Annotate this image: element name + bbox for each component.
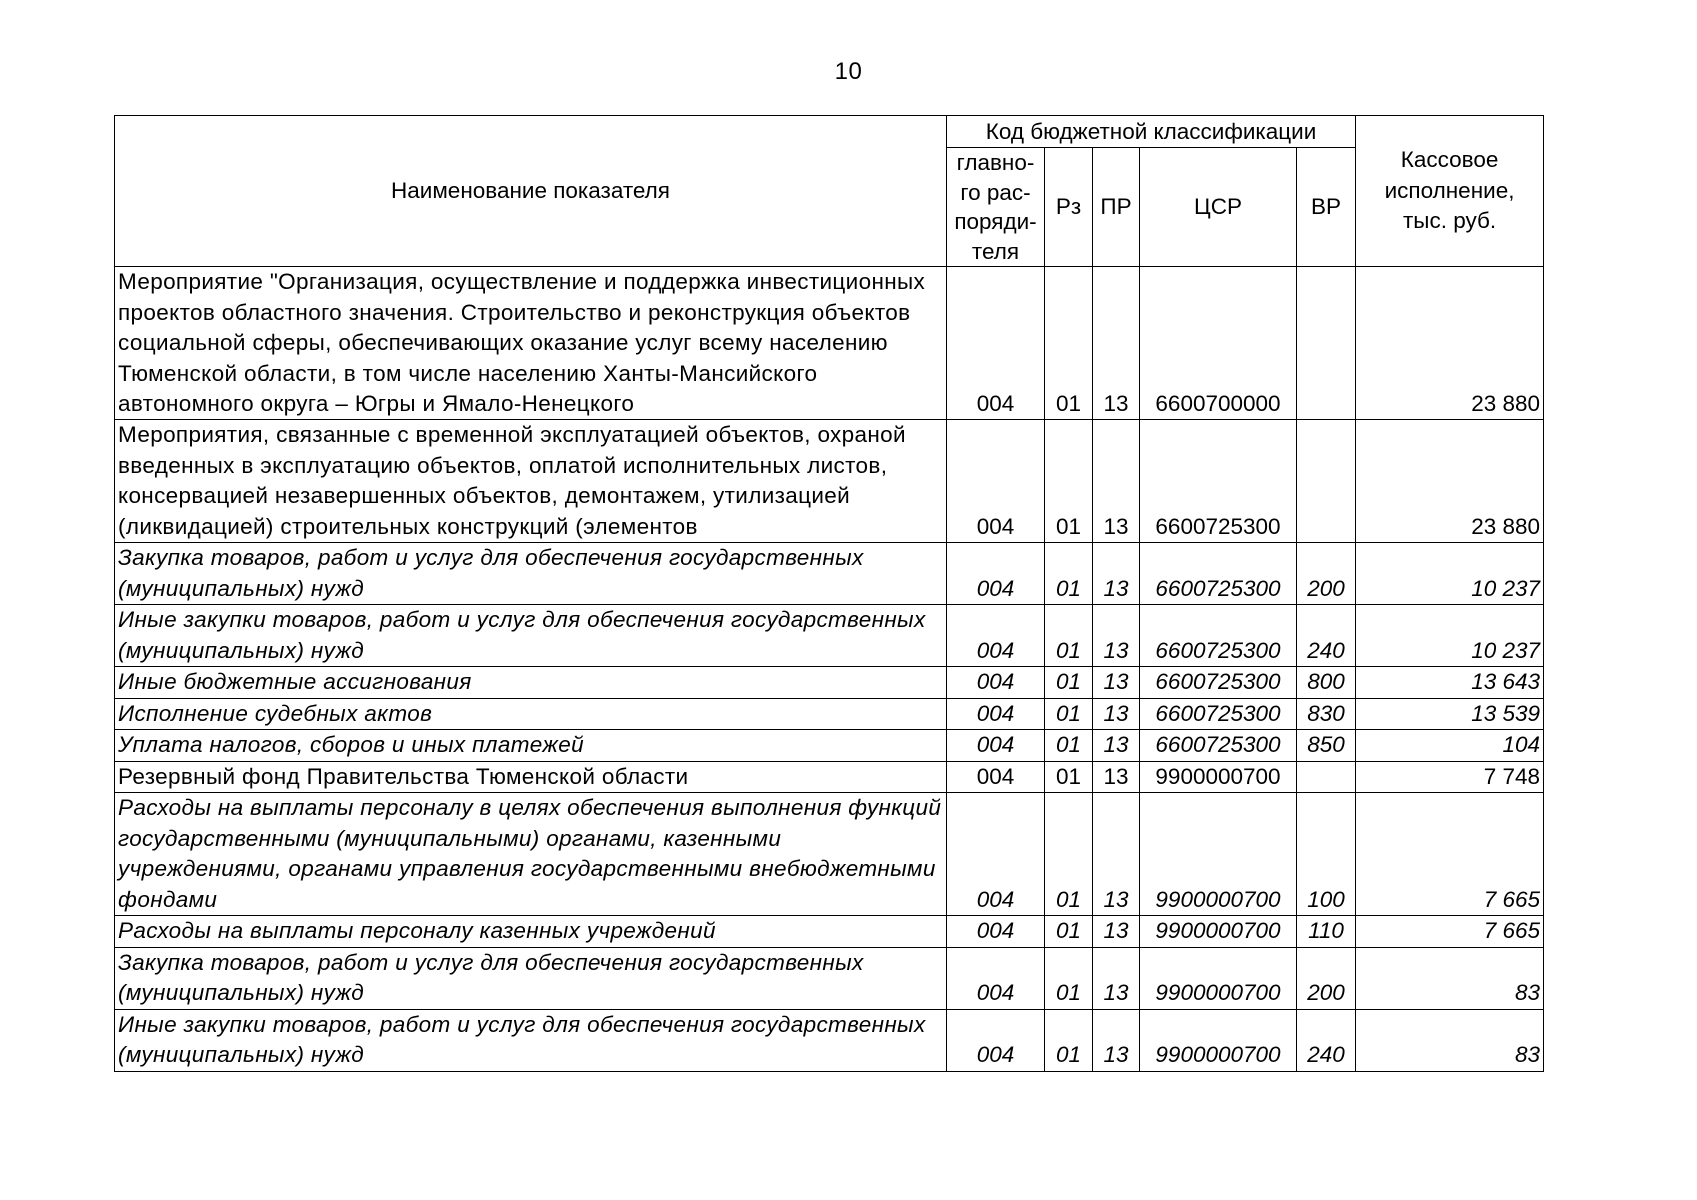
csr-code-cell: 6600725300 (1140, 667, 1297, 699)
indicator-name-text: Мероприятие "Организация, осуществление и поддержка инвестиционных проектов областного значения. Строительство и реконструкция объектов социальной сферы, обеспечивающих оказание услуг всему населению Тюменской области, в том числе населению Ханты-Мансийского автономного округа – Югры и Ямало-Ненецкого (118, 269, 926, 416)
vr-code-cell: 110 (1297, 916, 1356, 948)
pr-code-cell: 13 (1093, 698, 1140, 730)
indicator-name-cell (115, 543, 947, 605)
cash-execution-label: Кассовое исполнение, тыс. руб. (1384, 147, 1515, 234)
pr-code-cell: 13 (1093, 667, 1140, 699)
vr-code-cell: 830 (1297, 698, 1356, 730)
pr-code-cell: 13 (1093, 1009, 1140, 1071)
table-row (115, 667, 1544, 699)
indicator-name-cell (115, 420, 947, 543)
indicator-name-text: Закупка товаров, работ и услуг для обеспечения государственных (муниципальных) нужд (118, 949, 864, 1005)
cash-execution-cell: 13 643 (1356, 667, 1544, 699)
header-row-top (115, 116, 1544, 148)
csr-code-cell: 6600725300 (1140, 543, 1297, 605)
main-manager-code-cell: 004 (947, 698, 1045, 730)
main-manager-code-cell: 004 (947, 605, 1045, 667)
rz-code-cell: 01 (1045, 730, 1093, 762)
csr-code-cell: 6600725300 (1140, 420, 1297, 543)
column-header-rz: Рз (1045, 148, 1093, 267)
rz-code-cell: 01 (1045, 605, 1093, 667)
table-row (115, 267, 1544, 420)
table-row (115, 793, 1544, 916)
csr-code-cell: 6600725300 (1140, 730, 1297, 762)
indicator-name-text: Иные бюджетные ассигнования (118, 669, 472, 694)
indicator-name-cell (115, 267, 947, 420)
indicator-name-text: Мероприятия, связанные с временной эксплуатацией объектов, охраной введенных в эксплуатацию объектов, оплатой исполнительных листов, консервацией незавершенных объектов, демонтажем, утилизацией (ликвидацией) строительных конструкций (элементов (118, 422, 906, 539)
rz-code-cell: 01 (1045, 947, 1093, 1009)
table-row (115, 947, 1544, 1009)
csr-code-cell: 6600725300 (1140, 698, 1297, 730)
vr-code-cell: 240 (1297, 1009, 1356, 1071)
table-row (115, 730, 1544, 762)
column-header-name: Наименование показателя (115, 116, 947, 267)
cash-execution-cell: 7 665 (1356, 793, 1544, 916)
pr-code-cell: 13 (1093, 793, 1140, 916)
indicator-name-cell (115, 761, 947, 793)
indicator-name-cell (115, 605, 947, 667)
csr-code-cell: 9900000700 (1140, 947, 1297, 1009)
pr-code-cell: 13 (1093, 543, 1140, 605)
main-manager-code-cell: 004 (947, 761, 1045, 793)
pr-code-cell: 13 (1093, 761, 1140, 793)
rz-code-cell: 01 (1045, 420, 1093, 543)
rz-code-cell: 01 (1045, 1009, 1093, 1071)
vr-code-cell: 850 (1297, 730, 1356, 762)
pr-code-cell: 13 (1093, 605, 1140, 667)
csr-code-cell: 9900000700 (1140, 761, 1297, 793)
pr-code-cell: 13 (1093, 916, 1140, 948)
main-manager-code-cell: 004 (947, 267, 1045, 420)
table-row (115, 916, 1544, 948)
vr-code-cell: 800 (1297, 667, 1356, 699)
cash-execution-cell: 10 237 (1356, 543, 1544, 605)
indicator-name-text: Исполнение судебных актов (118, 700, 433, 726)
indicator-name-cell (115, 793, 947, 916)
page-number: 10 (834, 58, 863, 85)
indicator-name-text: Уплата налогов, сборов и иных платежей (118, 732, 584, 757)
main-manager-code-cell: 004 (947, 947, 1045, 1009)
main-manager-code-cell: 004 (947, 1009, 1045, 1071)
rz-code-cell: 01 (1045, 793, 1093, 916)
vr-code-cell: 200 (1297, 947, 1356, 1009)
vr-code-cell: 100 (1297, 793, 1356, 916)
column-header-pr: ПР (1093, 148, 1140, 267)
indicator-name-text: Расходы на выплаты персоналу в целях обеспечения выполнения функций государственными (муниципальными) органами, казенными учреждениями, органами управления государственными внебюджетными фондами (118, 795, 942, 912)
table-row (115, 1009, 1544, 1071)
main-manager-code-cell: 004 (947, 730, 1045, 762)
pr-code-cell: 13 (1093, 267, 1140, 420)
indicator-name-cell (115, 698, 947, 730)
table-row (115, 698, 1544, 730)
rz-code-cell: 01 (1045, 267, 1093, 420)
main-manager-label: главно- го рас- поряди- теля (954, 150, 1037, 264)
column-header-main-manager (947, 148, 1045, 267)
main-manager-code-cell: 004 (947, 420, 1045, 543)
vr-code-cell: 240 (1297, 605, 1356, 667)
main-manager-code-cell: 004 (947, 793, 1045, 916)
indicator-name-text: Иные закупки товаров, работ и услуг для обеспечения государственных (муниципальных) нужд (118, 607, 926, 663)
cash-execution-cell: 7 665 (1356, 916, 1544, 948)
pr-code-cell: 13 (1093, 947, 1140, 1009)
rz-code-cell: 01 (1045, 543, 1093, 605)
csr-code-cell: 6600700000 (1140, 267, 1297, 420)
cash-execution-cell: 7 748 (1356, 761, 1544, 793)
main-manager-code-cell: 004 (947, 916, 1045, 948)
cash-execution-cell: 23 880 (1356, 267, 1544, 420)
cash-execution-cell: 104 (1356, 730, 1544, 762)
indicator-name-text: Расходы на выплаты персоналу казенных учреждений (118, 918, 716, 943)
indicator-name-cell (115, 916, 947, 948)
cash-execution-cell: 83 (1356, 1009, 1544, 1071)
csr-code-cell: 9900000700 (1140, 793, 1297, 916)
indicator-name-cell (115, 1009, 947, 1071)
indicator-name-cell (115, 730, 947, 762)
csr-code-cell: 9900000700 (1140, 916, 1297, 948)
column-header-csr: ЦСР (1140, 148, 1297, 267)
column-header-cash-execution (1356, 116, 1544, 267)
rz-code-cell: 01 (1045, 916, 1093, 948)
table-row (115, 420, 1544, 543)
indicator-name-cell (115, 667, 947, 699)
table-row (115, 761, 1544, 793)
vr-code-cell (1297, 761, 1356, 793)
table-row (115, 605, 1544, 667)
rz-code-cell: 01 (1045, 667, 1093, 699)
pr-code-cell: 13 (1093, 420, 1140, 543)
vr-code-cell: 200 (1297, 543, 1356, 605)
cash-execution-cell: 13 539 (1356, 698, 1544, 730)
indicator-name-cell (115, 947, 947, 1009)
table-body (115, 267, 1544, 1072)
cash-execution-cell: 10 237 (1356, 605, 1544, 667)
indicator-name-text: Резервный фонд Правительства Тюменской области (118, 763, 689, 789)
budget-execution-table (114, 115, 1544, 1072)
rz-code-cell: 01 (1045, 698, 1093, 730)
cash-execution-cell: 23 880 (1356, 420, 1544, 543)
main-manager-code-cell: 004 (947, 543, 1045, 605)
main-manager-code-cell: 004 (947, 667, 1045, 699)
column-header-vr: ВР (1297, 148, 1356, 267)
csr-code-cell: 9900000700 (1140, 1009, 1297, 1071)
rz-code-cell: 01 (1045, 761, 1093, 793)
cash-execution-cell: 83 (1356, 947, 1544, 1009)
indicator-name-text: Закупка товаров, работ и услуг для обеспечения государственных (муниципальных) нужд (118, 545, 864, 601)
vr-code-cell (1297, 267, 1356, 420)
table-row (115, 543, 1544, 605)
pr-code-cell: 13 (1093, 730, 1140, 762)
indicator-name-text: Иные закупки товаров, работ и услуг для обеспечения государственных (муниципальных) нужд (118, 1011, 926, 1067)
csr-code-cell: 6600725300 (1140, 605, 1297, 667)
vr-code-cell (1297, 420, 1356, 543)
column-header-kbk-group: Код бюджетной классификации (947, 116, 1356, 148)
